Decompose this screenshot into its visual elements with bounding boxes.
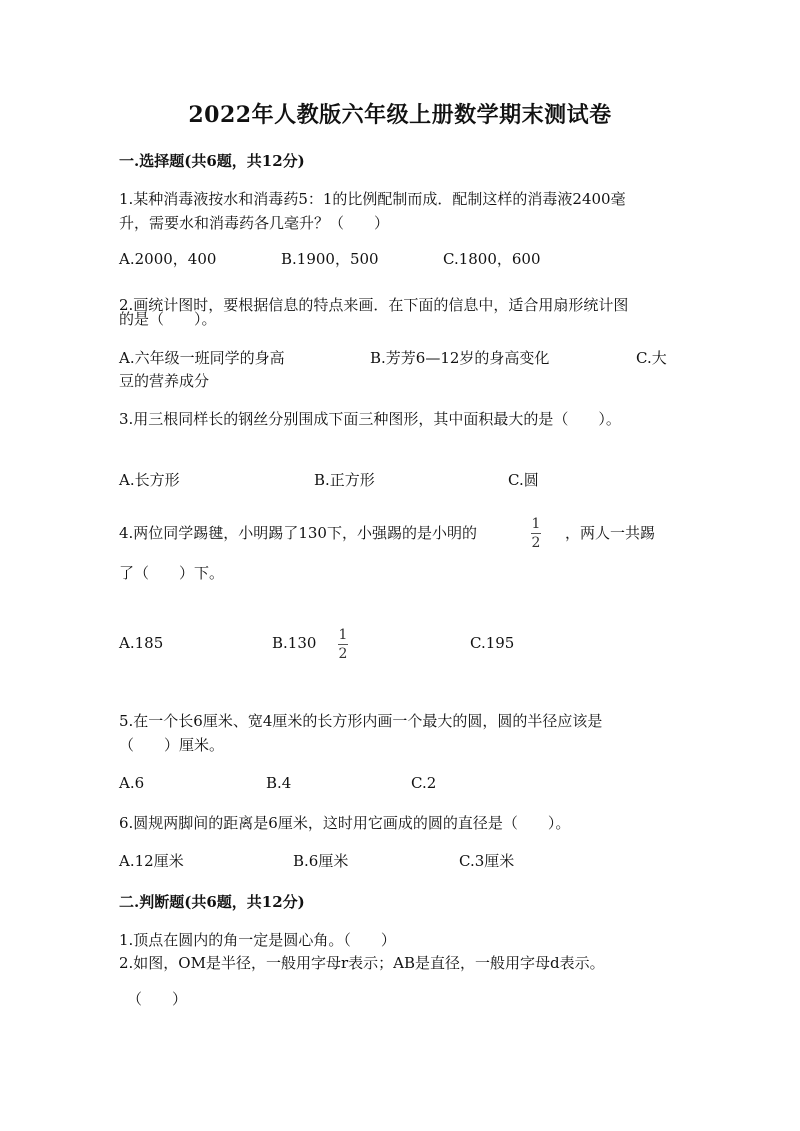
- page-title: 2022年人教版六年级上册数学期末测试卷: [188, 102, 612, 128]
- question-4-fraction: [531, 516, 541, 551]
- question-2-option-c: C.大: [636, 349, 667, 367]
- judgment-1-stem: 1.顶点在圆内的角一定是圆心角。（ ）: [119, 931, 396, 949]
- question-6-option-b: B.6厘米: [293, 852, 349, 870]
- fraction-bar: [531, 533, 541, 534]
- question-5-option-b: B.4: [266, 774, 292, 792]
- fraction-bar: [338, 644, 348, 645]
- question-5-option-c: C.2: [411, 774, 437, 792]
- question-1-option-b: B.1900，500: [281, 250, 379, 268]
- question-4-stem-line2: 了（ ）下。: [119, 564, 225, 582]
- question-2-option-b: B.芳芳6—12岁的身高变化: [370, 349, 550, 367]
- question-1-stem-line2: 升，需要水和消毒药各几毫升？（ ）: [119, 214, 390, 232]
- question-5-option-a: A.6: [119, 774, 145, 792]
- judgment-2-stem-line1: 2.如图，OM是半径，一般用字母r表示；AB是直径，一般用字母d表示。: [119, 954, 605, 972]
- question-5-stem-line2: （ ）厘米。: [119, 736, 225, 754]
- question-6-stem: 6.圆规两脚间的距离是6厘米，这时用它画成的圆的直径是（ ）。: [119, 814, 571, 832]
- question-3-option-c: C.圆: [508, 471, 539, 489]
- question-1-stem-line1: 1.某种消毒液按水和消毒药5：1的比例配制而成．配制这样的消毒液2400毫: [119, 190, 626, 208]
- question-4-option-a: A.185: [119, 634, 164, 652]
- section-heading-judgment: 二.判断题(共6题，共12分): [119, 893, 305, 911]
- question-1-option-c: C.1800，600: [443, 250, 541, 268]
- question-4-stem-part2: ，两人一共踢: [565, 524, 656, 542]
- question-4-option-b: B.130: [272, 634, 317, 652]
- question-2-stem-line1: 2.画统计图时，要根据信息的特点来画．在下面的信息中，适合用扇形统计图: [119, 296, 629, 314]
- question-2-option-c-continued: 豆的营养成分: [119, 372, 210, 390]
- section-heading-choice: 一.选择题(共6题，共12分): [119, 152, 305, 170]
- question-2-option-a: A.六年级一班同学的身高: [119, 349, 285, 367]
- fraction-denominator: 2: [338, 646, 348, 662]
- judgment-2-stem-line2: （ ）: [127, 990, 188, 1008]
- fraction-numerator: 1: [531, 516, 541, 532]
- question-6-option-a: A.12厘米: [119, 852, 184, 870]
- question-3-option-b: B.正方形: [314, 471, 375, 489]
- question-4-stem-part1: 4.两位同学踢毽，小明踢了130下，小强踢的是小明的: [119, 524, 477, 542]
- question-3-option-a: A.长方形: [119, 471, 180, 489]
- question-4-option-c: C.195: [470, 634, 515, 652]
- question-2-stem-line2: 的是（ ）。: [119, 310, 217, 328]
- question-6-option-c: C.3厘米: [459, 852, 515, 870]
- question-3-stem: 3.用三根同样长的钢丝分别围成下面三种图形，其中面积最大的是（ ）。: [119, 410, 621, 428]
- question-4-option-fraction: [338, 627, 348, 662]
- fraction-numerator: 1: [338, 627, 348, 643]
- question-5-stem-line1: 5.在一个长6厘米、宽4厘米的长方形内画一个最大的圆，圆的半径应该是: [119, 712, 603, 730]
- question-1-option-a: A.2000，400: [119, 250, 217, 268]
- fraction-denominator: 2: [531, 535, 541, 551]
